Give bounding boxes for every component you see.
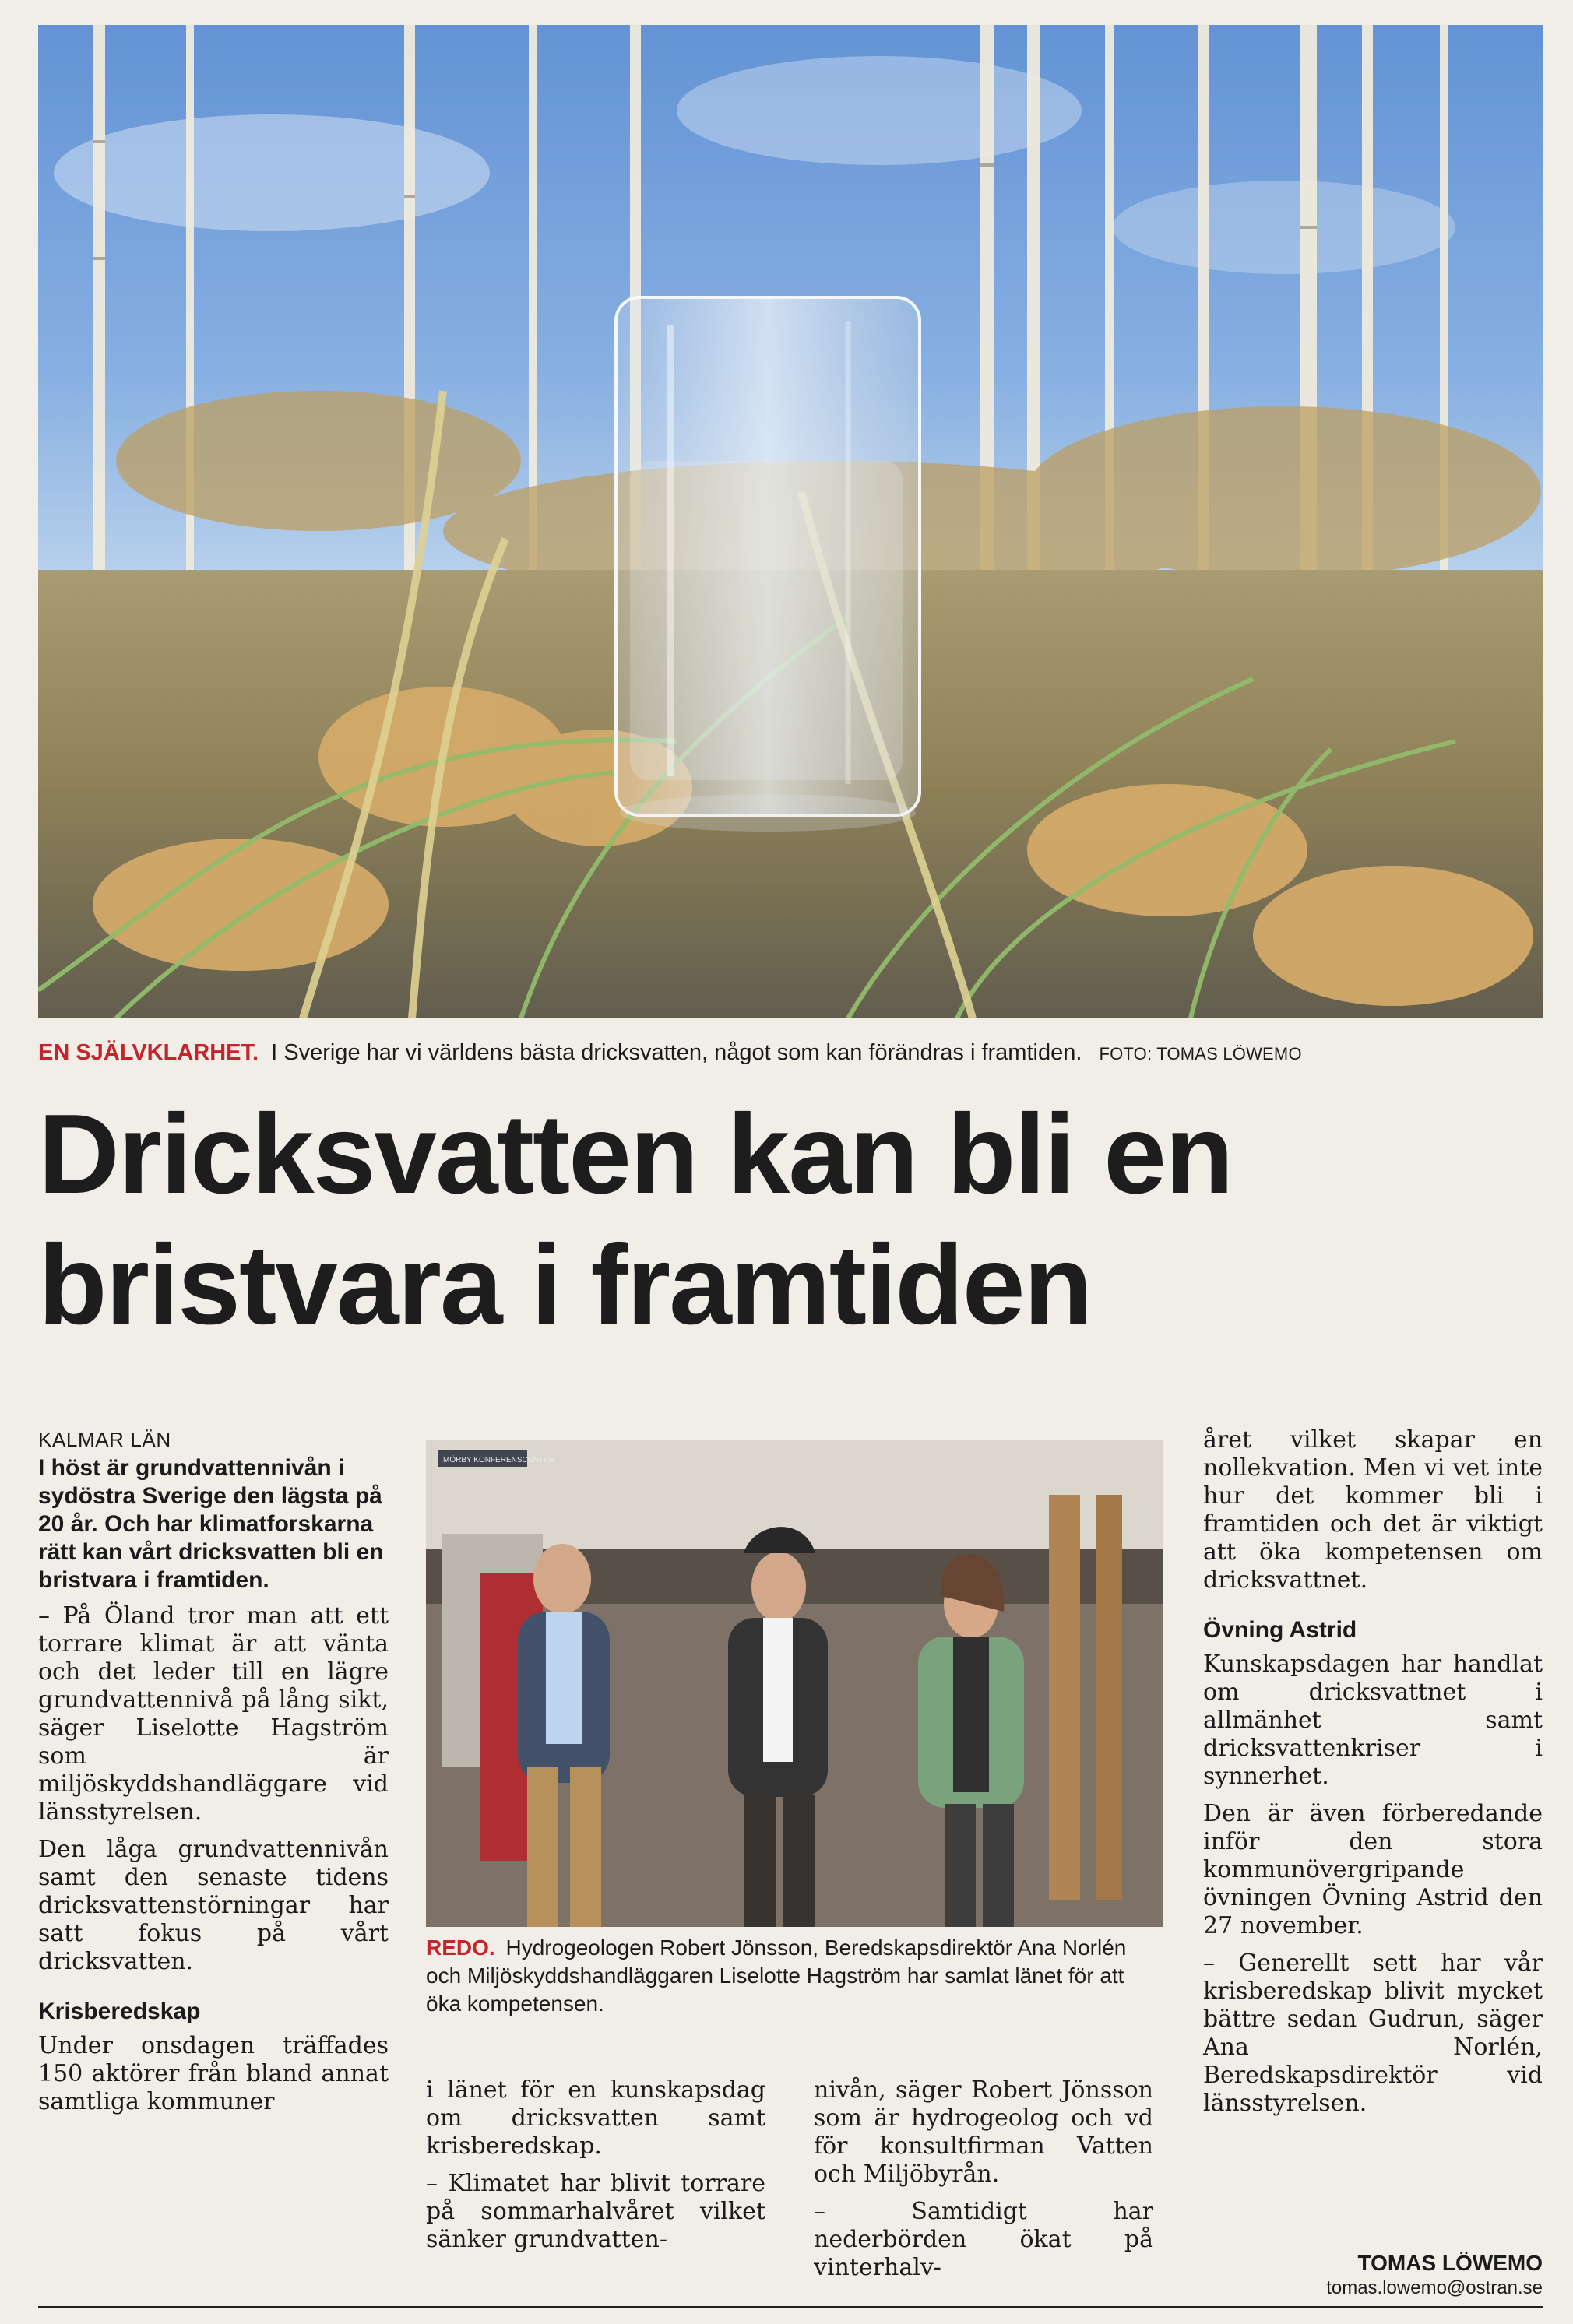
bottom-rule [38, 2306, 1543, 2308]
article-column-left [38, 1426, 389, 2116]
body-paragraph: i länet för en kunskapsdag om dricksvatten samt krisberedskap. [426, 2076, 765, 2160]
section-subhead: Övning Astrid [1203, 1617, 1357, 1643]
team-photo-illustration [426, 1440, 1163, 1927]
article-headline [38, 1088, 1533, 1350]
headline-line-1: Dricksvatten kan bli en [38, 1091, 1233, 1217]
body-paragraph: Kunskapsdagen har handlat om dricksvattnet i allmänhet samt dricksvattenkriser i synnerhet. [1203, 1651, 1543, 1790]
team-photo-sign-text: MÖRBY KONFERENSCENTER [443, 1456, 554, 1464]
hero-caption-credit: FOTO: TOMAS LÖWEMO [1099, 1044, 1302, 1064]
team-photo [426, 1440, 1163, 1927]
section-subhead: Krisberedskap [38, 1999, 201, 2024]
article-column-right [1203, 1426, 1543, 2118]
article-signoff [1203, 2250, 1543, 2300]
hero-photo-caption [38, 1037, 1533, 1068]
body-paragraph: – Samtidigt har nederbörden ökat på vinterhalv- [814, 2198, 1153, 2281]
hero-photo-water-glass-in-grass [38, 25, 1543, 1018]
team-photo-caption [426, 1934, 1158, 2018]
body-paragraph: Under onsdagen träffades 150 aktörer från bland annat samtliga kommuner [38, 2032, 389, 2115]
body-paragraph: – Generellt sett har vår krisberedskap blivit mycket bättre sedan Gudrun, säger Ana Norlén, Beredskapsdirektör vid länsstyrelsen. [1203, 1950, 1543, 2117]
article-column-middle-b [814, 2076, 1153, 2282]
body-paragraph: nivån, säger Robert Jönsson som är hydrogeolog och vd för konsultfirman Vatten och Miljöbyrån. [814, 2076, 1153, 2188]
hero-caption-kicker: EN SJÄLVKLARHET. [38, 1040, 259, 1065]
author-name: TOMAS LÖWEMO [1357, 2251, 1543, 2275]
hero-photo-illustration [38, 25, 1543, 1018]
article-dateline: KALMAR LÄN [38, 1428, 171, 1451]
body-paragraph: – Klimatet har blivit torrare på sommarhalvåret vilket sänker grundvatten- [426, 2170, 765, 2253]
hero-caption-text: I Sverige har vi världens bästa dricksvatten, något som kan förändras i framtiden. [271, 1040, 1082, 1065]
body-paragraph: året vilket skapar en nollekvation. Men vi vet inte hur det kommer bli i framtiden och det är viktigt att öka kompetensen om dricksvattnet. [1203, 1426, 1543, 1594]
article-lead: I höst är grundvattennivån i sydöstra Sverige den lägsta på 20 år. Och har klimatforskarna rätt kan vårt dricksvatten bli en bristvara i framtiden. [38, 1455, 384, 1593]
body-paragraph: – På Öland tror man att ett torrare klimat är att vänta och det leder till en lägre grundvattennivå på lång sikt, säger Liselotte Hagström som är miljöskyddshandläggare vid länsstyrelsen. [38, 1602, 389, 1826]
body-paragraph: Den låga grundvattennivån samt den senaste tidens dricksvattenstörningar har satt fokus på vårt dricksvatten. [38, 1836, 389, 1975]
headline-line-2: bristvara i framtiden [38, 1222, 1092, 1348]
author-email: tomas.lowemo@ostran.se [1326, 2277, 1543, 2298]
article-column-middle-a [426, 2076, 765, 2254]
team-caption-kicker: REDO. [426, 1935, 495, 1960]
body-paragraph: Den är även förberedande inför den stora kommunövergripande övningen Övning Astrid den 27 november. [1203, 1800, 1543, 1939]
team-caption-text: Hydrogeologen Robert Jönsson, Beredskapsdirektör Ana Norlén och Miljöskyddshandläggaren Liselotte Hagström har samlat länet för att öka kompetensen. [426, 1935, 1127, 2016]
